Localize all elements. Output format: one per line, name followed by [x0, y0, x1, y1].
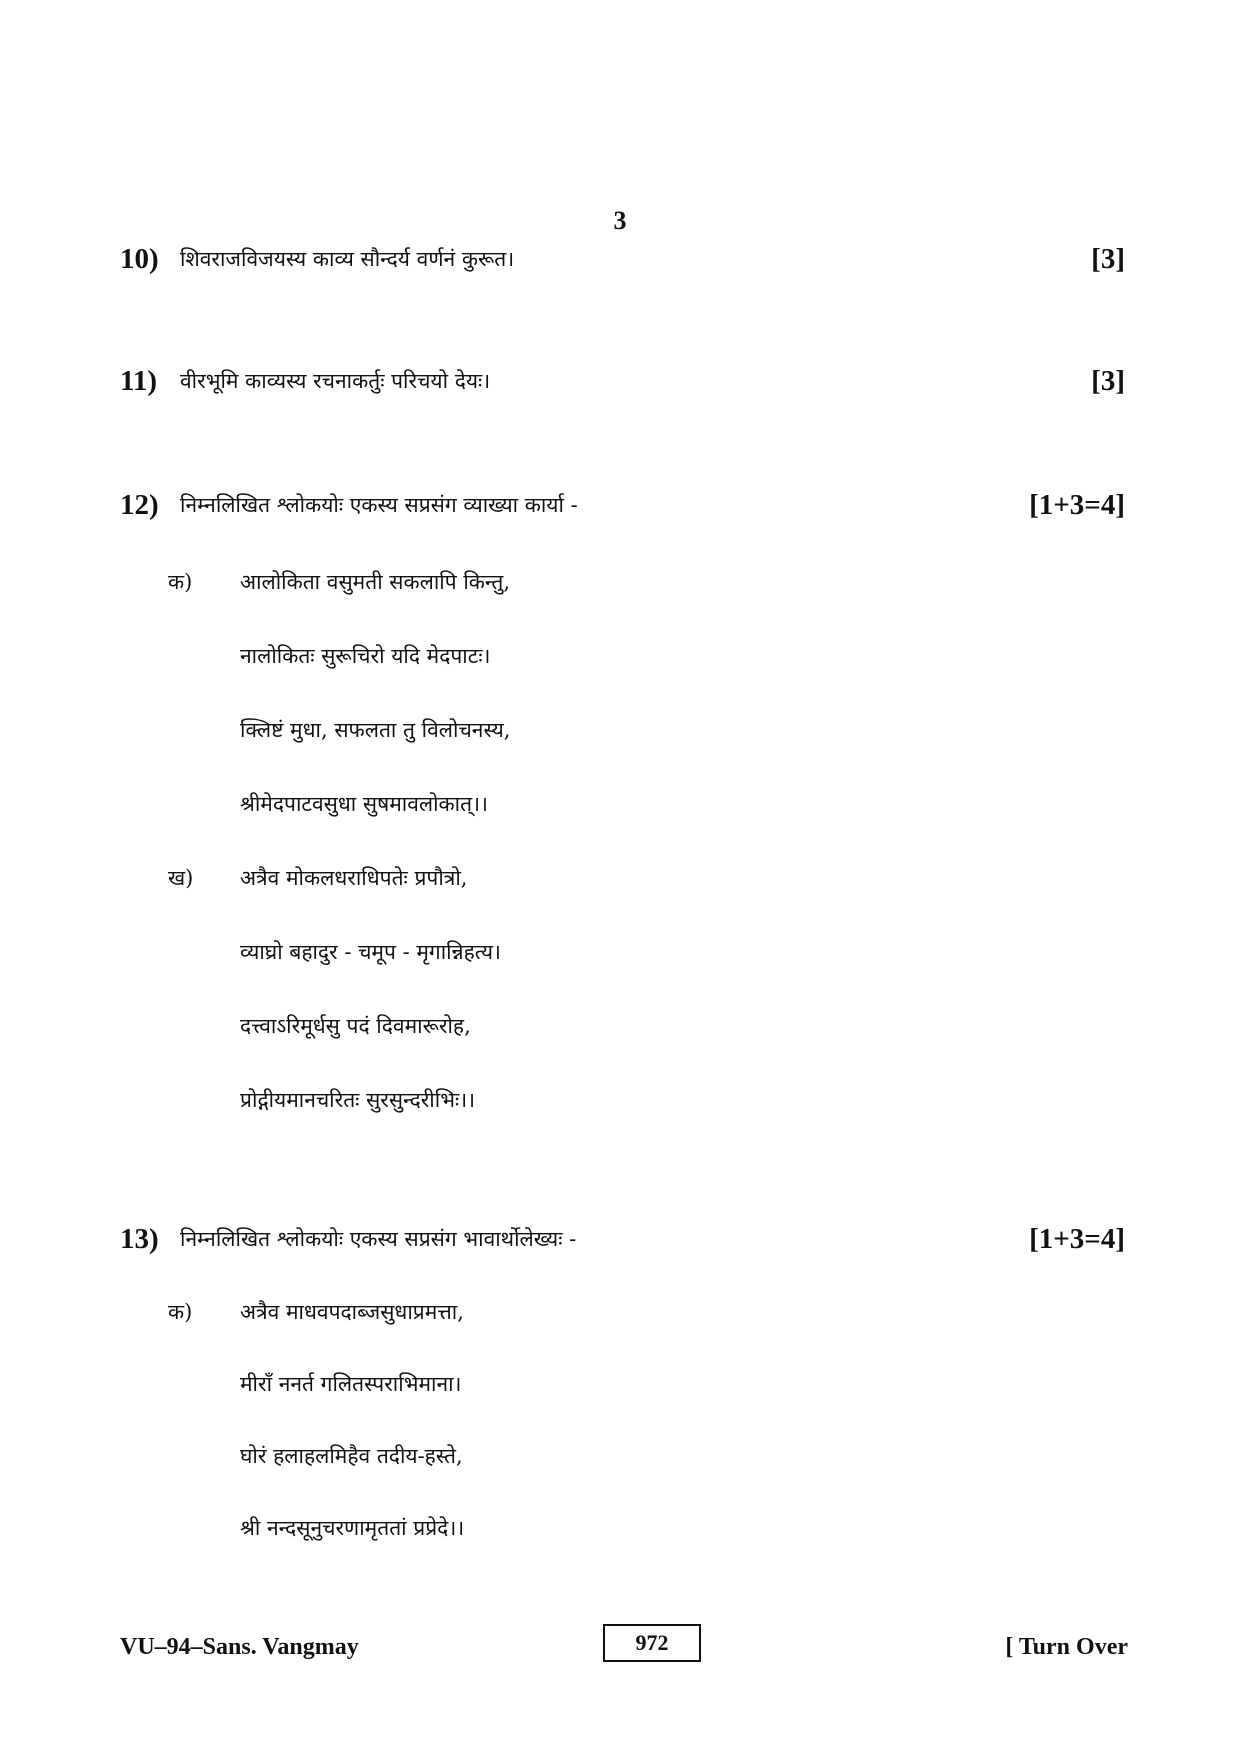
verse-line: क्लिष्टं मुधा, सफलता तु विलोचनस्य, — [240, 718, 511, 742]
question-marks: [3] — [1091, 365, 1125, 397]
option-label: ख) — [168, 866, 194, 890]
question-number: 13) — [120, 1223, 159, 1255]
question-marks: [3] — [1091, 243, 1125, 275]
verse-line: दत्त्वाऽरिमूर्धसु पदं दिवमारूरोह, — [240, 1014, 471, 1038]
verse-line: श्री नन्दसूनुचरणामृततां प्रप्रेदे।। — [240, 1516, 465, 1540]
sheet-code-box: 972 — [603, 1624, 701, 1662]
question-10 — [120, 239, 1125, 279]
paper-code: VU–94–Sans. Vangmay — [120, 1634, 359, 1660]
verse-line: अत्रैव माधवपदाब्जसुधाप्रमत्ता, — [240, 1300, 464, 1324]
question-text: शिवराजविजयस्य काव्य सौन्दर्य वर्णनं कुरूत। — [180, 247, 515, 271]
question-marks: [1+3=4] — [1029, 1223, 1125, 1255]
question-marks: [1+3=4] — [1029, 489, 1125, 521]
turn-over-note: [ Turn Over — [1005, 1634, 1128, 1660]
verse-line: मीराँ ननर्त गलितस्पराभिमाना। — [240, 1372, 462, 1396]
question-number: 11) — [120, 365, 158, 397]
verse-line: अत्रैव मोकलधराधिपतेः प्रपौत्रो, — [240, 866, 468, 890]
question-number: 10) — [120, 243, 159, 275]
question-number: 12) — [120, 489, 159, 521]
question-11 — [120, 361, 1125, 401]
verse-line: नालोकितः सुरूचिरो यदि मेदपाटः। — [240, 644, 491, 668]
verse-line: घोरं हलाहलमिहैव तदीय-हस्ते, — [240, 1444, 463, 1468]
question-text: वीरभूमि काव्यस्य रचनाकर्तुः परिचयो देयः। — [180, 369, 491, 393]
option-label: क) — [168, 1300, 193, 1324]
verse-line: व्याघ्रो बहादुर - चमूप - मृगान्निहत्य। — [240, 940, 501, 964]
verse-line: श्रीमेदपाटवसुधा सुषमावलोकात्।। — [240, 792, 489, 816]
page-number: 3 — [613, 206, 627, 235]
option-label: क) — [168, 570, 193, 594]
question-text: निम्नलिखित श्लोकयोः एकस्य सप्रसंग व्याख्या कार्या - — [180, 493, 578, 517]
question-13 — [120, 1219, 1125, 1259]
verse-line: आलोकिता वसुमती सकलापि किन्तु, — [240, 570, 511, 594]
question-12 — [120, 485, 1125, 525]
verse-line: प्रोद्गीयमानचरितः सुरसुन्दरीभिः।। — [240, 1088, 476, 1112]
question-text: निम्नलिखित श्लोकयोः एकस्य सप्रसंग भावार्थोलेख्यः - — [180, 1227, 577, 1251]
